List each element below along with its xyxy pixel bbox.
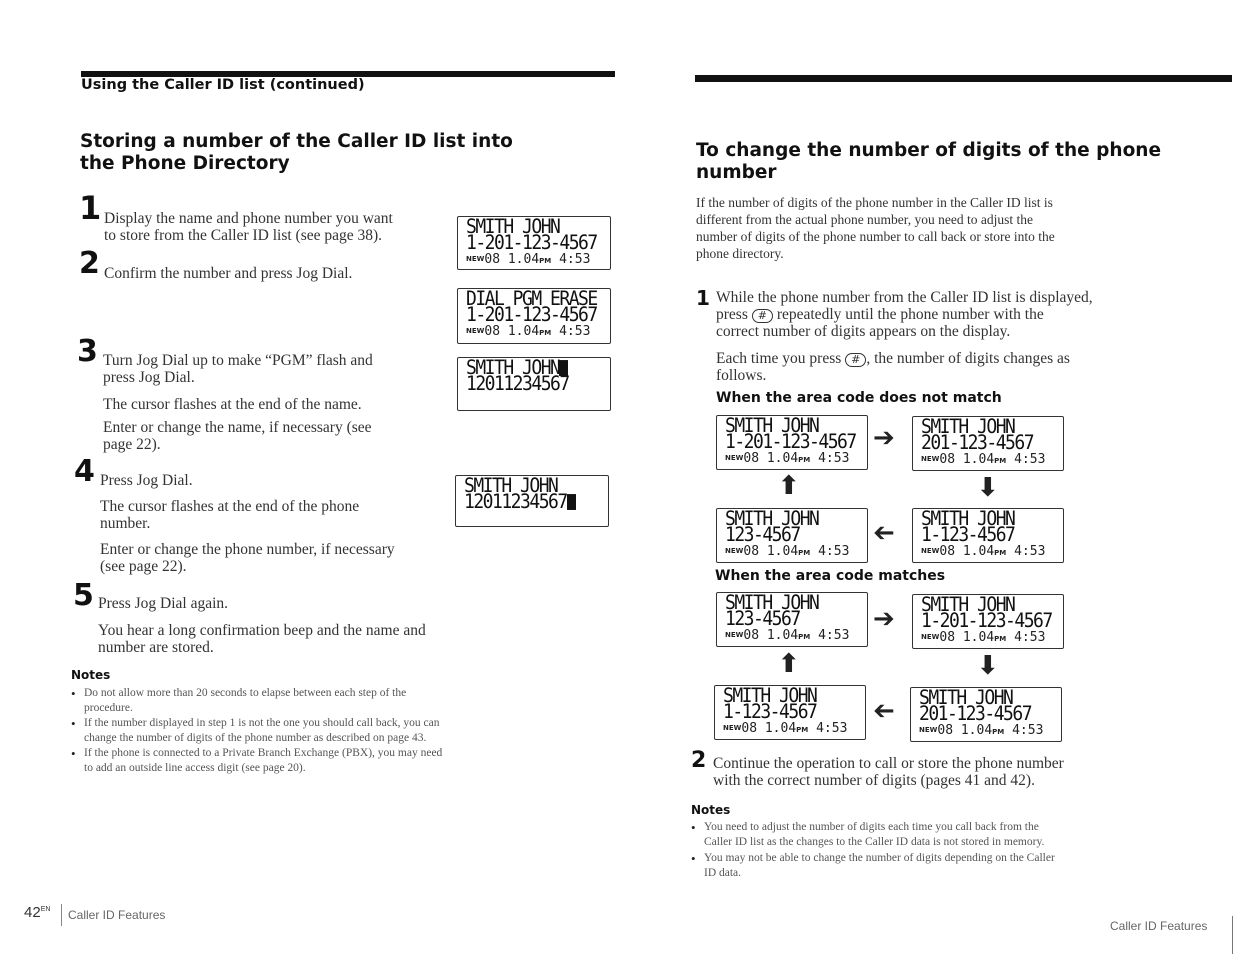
right-step-1-para <box>716 350 1070 384</box>
left-title-line2: the Phone Directory <box>80 153 290 174</box>
lcd-cycle2-a <box>716 592 868 647</box>
lcd-cycle1-c <box>912 508 1064 563</box>
lcd-line1: DIAL PGM ERASE <box>466 287 597 311</box>
lcd-line2: 1-123-4567 <box>921 523 1015 547</box>
left-note-2: • If the number displayed in step 1 is not the one you should call back, you can change the number of digits of the phone number as described on page 43. <box>71 716 511 746</box>
right-notes-heading: Notes <box>691 803 731 817</box>
step-5-text: Press Jog Dial again. <box>98 595 229 612</box>
footer-divider <box>61 904 62 926</box>
left-notes-heading: Notes <box>71 668 111 682</box>
lcd-cycle2-b <box>912 594 1064 649</box>
lcd-status: $^{NEW}$08 1.04PM 4:53 <box>725 544 850 559</box>
step-4-text: Press Jog Dial. <box>100 472 193 489</box>
right-step-1-line3: correct number of digits appears on the display. <box>716 323 1011 340</box>
lcd-line1: SMITH JOHN <box>466 359 568 377</box>
lcd-display-step1 <box>457 216 611 270</box>
step-3-para2 <box>103 419 372 453</box>
step-5-para1 <box>98 622 426 656</box>
right-step-2-number: 2 <box>691 748 707 773</box>
lcd-line2: 1-201-123-4567 <box>466 231 597 255</box>
right-step-1-para-line2: follows. <box>716 367 767 384</box>
hash-key-icon: # <box>752 309 773 323</box>
left-note-2-line1: If the number displayed in step 1 is not the one you should call back, you can <box>84 717 440 729</box>
right-note-2-line2: ID data. <box>704 867 742 879</box>
lcd-status: $^{NEW}$08 1.04PM 4:53 <box>466 252 591 267</box>
lcd-cycle1-a <box>716 415 868 470</box>
lcd-line1: SMITH JOHN <box>466 215 560 239</box>
right-title <box>696 140 1161 184</box>
arrow-left-icon: ➔ <box>873 696 895 726</box>
lcd-status: $^{NEW}$08 1.04PM 4:53 <box>921 544 1046 559</box>
subheading-area-code-match: When the area code matches <box>715 568 946 584</box>
right-intro-line2: different from the actual phone number, you need to adjust the <box>696 212 1033 227</box>
lcd-display-step3 <box>457 357 611 411</box>
right-step-1-number: 1 <box>696 286 710 310</box>
arrow-down-icon: ⬇ <box>977 651 999 681</box>
section-label: Using the Caller ID list (continued) <box>81 77 365 93</box>
right-note-1-line1: You need to adjust the number of digits each time you call back from the <box>704 821 1039 833</box>
step-4-para2-line2: (see page 22). <box>100 558 187 575</box>
lcd-status: $^{NEW}$08 1.04PM 4:53 <box>723 721 848 736</box>
lcd-line2: 123-4567 <box>725 523 800 547</box>
right-step-1-para-line1: Each time you press # , the number of digits changes as <box>716 350 1070 367</box>
lcd-line1: SMITH JOHN <box>725 507 819 531</box>
lcd-status: $^{NEW}$08 1.04PM 4:53 <box>921 452 1046 467</box>
step-3-para2-line2: page 22). <box>103 436 161 453</box>
lcd-cycle2-c <box>910 687 1062 742</box>
left-title-line1: Storing a number of the Caller ID list into <box>80 131 513 152</box>
right-step-2-text <box>713 755 1064 789</box>
footer-left-label: Caller ID Features <box>68 908 166 922</box>
lcd-line2: 12011234567 <box>464 493 576 511</box>
step-3-line2: press Jog Dial. <box>103 369 195 386</box>
step-3-para2-line1: Enter or change the name, if necessary (see <box>103 419 372 436</box>
step-4-para1-line2: number. <box>100 515 151 532</box>
lcd-line1: SMITH JOHN <box>464 474 558 498</box>
hash-key-icon: # <box>845 353 866 367</box>
lcd-line1: SMITH JOHN <box>921 415 1015 439</box>
lcd-cursor <box>567 494 576 510</box>
lcd-line2: 1-201-123-4567 <box>466 303 597 327</box>
lcd-line2: 1-123-4567 <box>723 700 817 724</box>
left-title <box>80 131 513 175</box>
footer-right-label: Caller ID Features <box>1110 919 1208 933</box>
left-note-1-line2: procedure. <box>84 702 133 714</box>
right-note-1-line2: Caller ID list as the changes to the Caller ID data is not stored in memory. <box>704 836 1045 848</box>
lcd-cycle2-d <box>714 685 866 740</box>
subheading-area-code-no-match: When the area code does not match <box>716 390 1002 406</box>
step-1-line1: Display the name and phone number you want <box>104 210 393 227</box>
left-note-1: • Do not allow more than 20 seconds to elapse between each step of the procedure. <box>71 686 511 716</box>
step-1-number: 1 <box>79 189 102 227</box>
arrow-left-icon: ➔ <box>873 518 895 548</box>
right-intro <box>696 194 1055 262</box>
lcd-display-step2 <box>457 288 611 344</box>
lcd-status: $^{NEW}$08 1.04PM 4:53 <box>725 451 850 466</box>
step-4-number: 4 <box>74 454 95 489</box>
lcd-line2: 201-123-4567 <box>919 702 1032 726</box>
step-1-text <box>104 210 393 244</box>
lcd-line1: SMITH JOHN <box>919 686 1013 710</box>
step-2-number: 2 <box>79 246 100 281</box>
lcd-line2: 123-4567 <box>725 607 800 631</box>
arrow-right-icon: ➔ <box>873 423 895 453</box>
right-intro-line4: phone directory. <box>696 246 784 261</box>
right-step-1-line2: press # repeatedly until the phone number with the <box>716 306 1044 323</box>
right-note-1: • You need to adjust the number of digits each time you call back from the Caller ID list as the changes to the Caller ID data is not stored in memory. <box>691 820 1141 850</box>
left-note-1-line1: Do not allow more than 20 seconds to elapse between each step of the <box>84 687 407 699</box>
lcd-line1: SMITH JOHN <box>723 684 817 708</box>
right-title-line1: To change the number of digits of the phone <box>696 140 1162 161</box>
step-3-line1: Turn Jog Dial up to make “PGM” flash and <box>103 352 373 369</box>
arrow-right-icon: ➔ <box>873 604 895 634</box>
right-step-1-line1: While the phone number from the Caller ID list is displayed, <box>716 289 1093 306</box>
right-note-2: • You may not be able to change the number of digits depending on the Caller ID data. <box>691 851 1141 881</box>
right-intro-line3: number of digits of the phone number to call back or store into the <box>696 229 1055 244</box>
right-step-2-line1: Continue the operation to call or store the phone number <box>713 755 1064 772</box>
page-number: $42^{EN}$ <box>24 904 51 921</box>
right-top-rule <box>695 75 1232 82</box>
step-4-para1 <box>100 498 359 532</box>
left-note-3-line2: to add an outside line access digit (see page 20). <box>84 762 306 774</box>
lcd-status: $^{NEW}$08 1.04PM 4:53 <box>921 630 1046 645</box>
step-1-line2: to store from the Caller ID list (see page 38). <box>104 227 383 244</box>
step-5-number: 5 <box>73 578 94 613</box>
right-edge-rule <box>1232 916 1233 954</box>
left-note-2-line2: change the number of digits of the phone number as described on page 43. <box>84 732 427 744</box>
lcd-line2: 12011234567 <box>466 372 569 396</box>
left-note-3: • If the phone is connected to a Private Branch Exchange (PBX), you may need to add an outside line access digit (see page 20). <box>71 746 511 776</box>
step-4-para1-line1: The cursor flashes at the end of the phone <box>100 498 360 515</box>
lcd-line2: 1-201-123-4567 <box>725 430 856 454</box>
right-intro-line1: If the number of digits of the phone number in the Caller ID list is <box>696 195 1053 210</box>
left-note-3-line1: If the phone is connected to a Private Branch Exchange (PBX), you may need <box>84 747 443 759</box>
right-step-1-text <box>716 289 1093 340</box>
lcd-cycle1-d <box>716 508 868 563</box>
right-note-2-line1: You may not be able to change the number of digits depending on the Caller <box>704 852 1055 864</box>
lcd-line1: SMITH JOHN <box>921 507 1015 531</box>
step-4-para2 <box>100 541 395 575</box>
step-4-para2-line1: Enter or change the phone number, if necessary <box>100 541 395 558</box>
lcd-line1: SMITH JOHN <box>921 593 1015 617</box>
arrow-up-icon: ⬆ <box>778 471 800 501</box>
step-5-para1-line2: number are stored. <box>98 639 214 656</box>
lcd-status: $^{NEW}$08 1.04PM 4:53 <box>725 628 850 643</box>
lcd-display-step4 <box>455 475 609 527</box>
right-title-line2: number <box>696 162 777 183</box>
lcd-line2: 1-201-123-4567 <box>921 609 1052 633</box>
lcd-cycle1-b <box>912 416 1064 471</box>
lcd-line1: SMITH JOHN <box>725 591 819 615</box>
lcd-status: $^{NEW}$08 1.04PM 4:53 <box>466 324 591 339</box>
lcd-line2: 201-123-4567 <box>921 431 1034 455</box>
step-2-text: Confirm the number and press Jog Dial. <box>104 265 353 282</box>
step-5-para1-line1: You hear a long confirmation beep and the name and <box>98 622 426 639</box>
step-3-para1: The cursor flashes at the end of the name. <box>103 396 362 413</box>
step-3-number: 3 <box>77 334 98 369</box>
arrow-down-icon: ⬇ <box>977 473 999 503</box>
right-step-2-line2: with the correct number of digits (pages 41 and 42). <box>713 772 1035 789</box>
arrow-up-icon: ⬆ <box>778 649 800 679</box>
lcd-status: $^{NEW}$08 1.04PM 4:53 <box>919 723 1044 738</box>
lcd-line1: SMITH JOHN <box>725 414 819 438</box>
step-3-text <box>103 352 373 386</box>
